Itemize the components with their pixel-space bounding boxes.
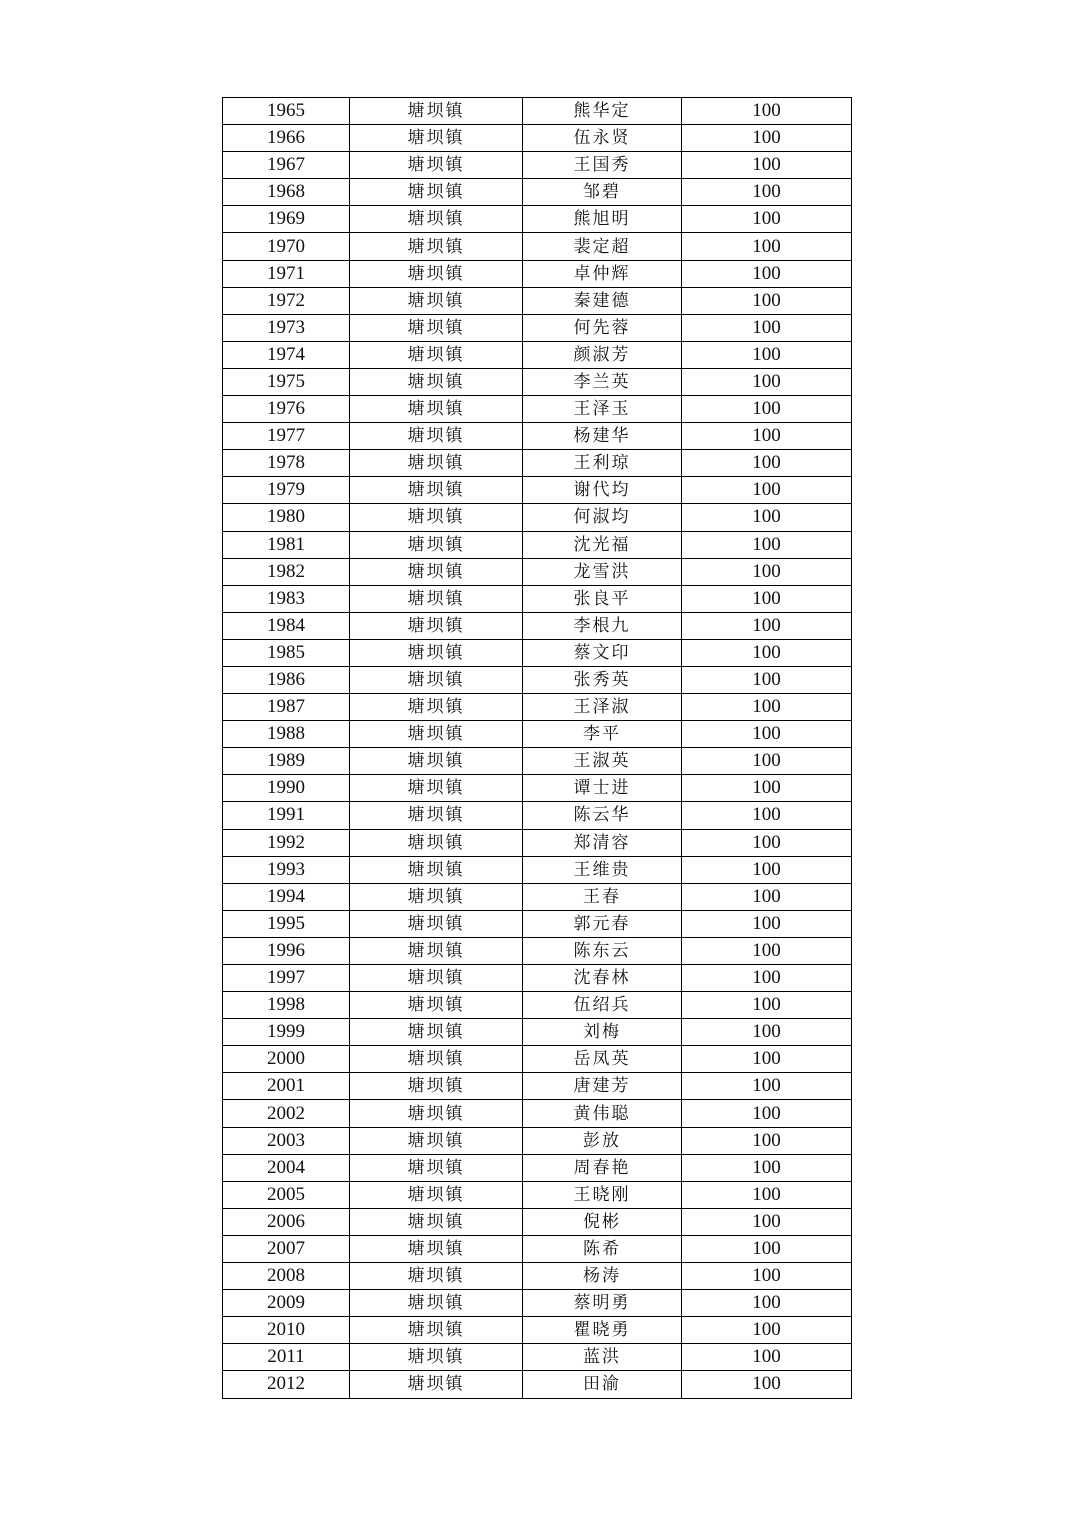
- table-row: [223, 965, 852, 992]
- row-number-cell: 1980: [223, 504, 350, 531]
- row-number-cell: 1995: [223, 910, 350, 937]
- town-cell: 塘坝镇: [350, 1181, 523, 1208]
- amount-cell: 100: [682, 504, 852, 531]
- person-name-cell: 周春艳: [523, 1154, 682, 1181]
- person-name-cell: 何先蓉: [523, 314, 682, 341]
- table-row: [223, 666, 852, 693]
- person-name-cell: 黄伟聪: [523, 1100, 682, 1127]
- table-row: [223, 937, 852, 964]
- table-row: [223, 1127, 852, 1154]
- table-row: [223, 1263, 852, 1290]
- amount-cell: 100: [682, 98, 852, 125]
- town-cell: 塘坝镇: [350, 423, 523, 450]
- row-number-cell: 1971: [223, 260, 350, 287]
- person-name-cell: 蓝洪: [523, 1344, 682, 1371]
- row-number-cell: 1998: [223, 992, 350, 1019]
- row-number-cell: 2004: [223, 1154, 350, 1181]
- town-cell: 塘坝镇: [350, 829, 523, 856]
- town-cell: 塘坝镇: [350, 639, 523, 666]
- row-number-cell: 2011: [223, 1344, 350, 1371]
- town-cell: 塘坝镇: [350, 612, 523, 639]
- person-name-cell: 谢代均: [523, 477, 682, 504]
- town-cell: 塘坝镇: [350, 152, 523, 179]
- town-cell: 塘坝镇: [350, 179, 523, 206]
- person-name-cell: 陈东云: [523, 937, 682, 964]
- table-row: [223, 368, 852, 395]
- amount-cell: 100: [682, 368, 852, 395]
- town-cell: 塘坝镇: [350, 531, 523, 558]
- table-row: [223, 314, 852, 341]
- row-number-cell: 1969: [223, 206, 350, 233]
- amount-cell: 100: [682, 206, 852, 233]
- row-number-cell: 1967: [223, 152, 350, 179]
- row-number-cell: 2010: [223, 1317, 350, 1344]
- town-cell: 塘坝镇: [350, 558, 523, 585]
- row-number-cell: 2003: [223, 1127, 350, 1154]
- table-row: [223, 477, 852, 504]
- row-number-cell: 1999: [223, 1019, 350, 1046]
- row-number-cell: 1975: [223, 368, 350, 395]
- town-cell: 塘坝镇: [350, 1154, 523, 1181]
- row-number-cell: 1976: [223, 396, 350, 423]
- person-name-cell: 龙雪洪: [523, 558, 682, 585]
- amount-cell: 100: [682, 1263, 852, 1290]
- person-name-cell: 王春: [523, 883, 682, 910]
- row-number-cell: 1990: [223, 775, 350, 802]
- town-cell: 塘坝镇: [350, 1127, 523, 1154]
- amount-cell: 100: [682, 992, 852, 1019]
- person-name-cell: 伍永贤: [523, 125, 682, 152]
- town-cell: 塘坝镇: [350, 666, 523, 693]
- town-cell: 塘坝镇: [350, 287, 523, 314]
- row-number-cell: 1968: [223, 179, 350, 206]
- person-name-cell: 王泽淑: [523, 694, 682, 721]
- row-number-cell: 2007: [223, 1235, 350, 1262]
- row-number-cell: 1989: [223, 748, 350, 775]
- table-row: [223, 1154, 852, 1181]
- row-number-cell: 1965: [223, 98, 350, 125]
- person-name-cell: 田渝: [523, 1371, 682, 1398]
- amount-cell: 100: [682, 1208, 852, 1235]
- table-row: [223, 1371, 852, 1398]
- amount-cell: 100: [682, 477, 852, 504]
- table-row: [223, 206, 852, 233]
- row-number-cell: 1979: [223, 477, 350, 504]
- person-name-cell: 裴定超: [523, 233, 682, 260]
- amount-cell: 100: [682, 775, 852, 802]
- row-number-cell: 1974: [223, 341, 350, 368]
- person-name-cell: 李兰英: [523, 368, 682, 395]
- table-row: [223, 260, 852, 287]
- table-row: [223, 558, 852, 585]
- town-cell: 塘坝镇: [350, 992, 523, 1019]
- person-name-cell: 伍绍兵: [523, 992, 682, 1019]
- amount-cell: 100: [682, 937, 852, 964]
- table-row: [223, 152, 852, 179]
- table-row: [223, 1100, 852, 1127]
- row-number-cell: 2000: [223, 1046, 350, 1073]
- table-row: [223, 721, 852, 748]
- amount-cell: 100: [682, 233, 852, 260]
- amount-cell: 100: [682, 666, 852, 693]
- amount-cell: 100: [682, 585, 852, 612]
- person-name-cell: 彭放: [523, 1127, 682, 1154]
- table-row: [223, 1317, 852, 1344]
- town-cell: 塘坝镇: [350, 748, 523, 775]
- row-number-cell: 1966: [223, 125, 350, 152]
- town-cell: 塘坝镇: [350, 585, 523, 612]
- person-name-cell: 郑清容: [523, 829, 682, 856]
- amount-cell: 100: [682, 260, 852, 287]
- row-number-cell: 1988: [223, 721, 350, 748]
- amount-cell: 100: [682, 179, 852, 206]
- row-number-cell: 1981: [223, 531, 350, 558]
- row-number-cell: 2006: [223, 1208, 350, 1235]
- amount-cell: 100: [682, 694, 852, 721]
- town-cell: 塘坝镇: [350, 1290, 523, 1317]
- table-row: [223, 883, 852, 910]
- person-name-cell: 刘梅: [523, 1019, 682, 1046]
- town-cell: 塘坝镇: [350, 314, 523, 341]
- amount-cell: 100: [682, 450, 852, 477]
- person-name-cell: 杨建华: [523, 423, 682, 450]
- amount-cell: 100: [682, 748, 852, 775]
- table-row: [223, 1208, 852, 1235]
- amount-cell: 100: [682, 856, 852, 883]
- amount-cell: 100: [682, 1127, 852, 1154]
- town-cell: 塘坝镇: [350, 883, 523, 910]
- amount-cell: 100: [682, 1100, 852, 1127]
- town-cell: 塘坝镇: [350, 1019, 523, 1046]
- row-number-cell: 2005: [223, 1181, 350, 1208]
- town-cell: 塘坝镇: [350, 125, 523, 152]
- table-row: [223, 531, 852, 558]
- row-number-cell: 1997: [223, 965, 350, 992]
- person-name-cell: 郭元春: [523, 910, 682, 937]
- table-row: [223, 775, 852, 802]
- town-cell: 塘坝镇: [350, 504, 523, 531]
- row-number-cell: 1985: [223, 639, 350, 666]
- person-name-cell: 王晓刚: [523, 1181, 682, 1208]
- person-name-cell: 陈希: [523, 1235, 682, 1262]
- town-cell: 塘坝镇: [350, 856, 523, 883]
- row-number-cell: 2001: [223, 1073, 350, 1100]
- table-row: [223, 125, 852, 152]
- person-name-cell: 何淑均: [523, 504, 682, 531]
- row-number-cell: 1972: [223, 287, 350, 314]
- town-cell: 塘坝镇: [350, 721, 523, 748]
- person-name-cell: 陈云华: [523, 802, 682, 829]
- table-row: [223, 233, 852, 260]
- town-cell: 塘坝镇: [350, 477, 523, 504]
- amount-cell: 100: [682, 1290, 852, 1317]
- person-name-cell: 张良平: [523, 585, 682, 612]
- table-row: [223, 1344, 852, 1371]
- table-row: [223, 504, 852, 531]
- row-number-cell: 1991: [223, 802, 350, 829]
- town-cell: 塘坝镇: [350, 937, 523, 964]
- town-cell: 塘坝镇: [350, 368, 523, 395]
- table-row: [223, 694, 852, 721]
- person-name-cell: 李平: [523, 721, 682, 748]
- table-row: [223, 450, 852, 477]
- amount-cell: 100: [682, 314, 852, 341]
- person-name-cell: 唐建芳: [523, 1073, 682, 1100]
- row-number-cell: 1996: [223, 937, 350, 964]
- row-number-cell: 1983: [223, 585, 350, 612]
- amount-cell: 100: [682, 1317, 852, 1344]
- town-cell: 塘坝镇: [350, 260, 523, 287]
- table-row: [223, 992, 852, 1019]
- amount-cell: 100: [682, 883, 852, 910]
- row-number-cell: 1984: [223, 612, 350, 639]
- town-cell: 塘坝镇: [350, 341, 523, 368]
- amount-cell: 100: [682, 721, 852, 748]
- town-cell: 塘坝镇: [350, 910, 523, 937]
- row-number-cell: 2012: [223, 1371, 350, 1398]
- amount-cell: 100: [682, 1371, 852, 1398]
- table-row: [223, 1181, 852, 1208]
- town-cell: 塘坝镇: [350, 1371, 523, 1398]
- town-cell: 塘坝镇: [350, 775, 523, 802]
- table-row: [223, 802, 852, 829]
- town-cell: 塘坝镇: [350, 1100, 523, 1127]
- amount-cell: 100: [682, 396, 852, 423]
- town-cell: 塘坝镇: [350, 965, 523, 992]
- town-cell: 塘坝镇: [350, 396, 523, 423]
- town-cell: 塘坝镇: [350, 233, 523, 260]
- table-row: [223, 1235, 852, 1262]
- town-cell: 塘坝镇: [350, 1073, 523, 1100]
- table-row: [223, 612, 852, 639]
- person-name-cell: 王泽玉: [523, 396, 682, 423]
- table-row: [223, 585, 852, 612]
- roster-table-body: [223, 98, 852, 1399]
- table-row: [223, 829, 852, 856]
- table-row: [223, 287, 852, 314]
- amount-cell: 100: [682, 423, 852, 450]
- table-row: [223, 1019, 852, 1046]
- row-number-cell: 2009: [223, 1290, 350, 1317]
- town-cell: 塘坝镇: [350, 1235, 523, 1262]
- table-row: [223, 1073, 852, 1100]
- table-row: [223, 748, 852, 775]
- person-name-cell: 邹碧: [523, 179, 682, 206]
- amount-cell: 100: [682, 1181, 852, 1208]
- person-name-cell: 王国秀: [523, 152, 682, 179]
- person-name-cell: 王利琼: [523, 450, 682, 477]
- amount-cell: 100: [682, 1073, 852, 1100]
- amount-cell: 100: [682, 612, 852, 639]
- row-number-cell: 1973: [223, 314, 350, 341]
- town-cell: 塘坝镇: [350, 1263, 523, 1290]
- town-cell: 塘坝镇: [350, 450, 523, 477]
- amount-cell: 100: [682, 341, 852, 368]
- person-name-cell: 沈光福: [523, 531, 682, 558]
- town-cell: 塘坝镇: [350, 802, 523, 829]
- person-name-cell: 蔡明勇: [523, 1290, 682, 1317]
- town-cell: 塘坝镇: [350, 98, 523, 125]
- row-number-cell: 1986: [223, 666, 350, 693]
- amount-cell: 100: [682, 965, 852, 992]
- person-name-cell: 张秀英: [523, 666, 682, 693]
- amount-cell: 100: [682, 910, 852, 937]
- row-number-cell: 1977: [223, 423, 350, 450]
- person-name-cell: 卓仲辉: [523, 260, 682, 287]
- row-number-cell: 1994: [223, 883, 350, 910]
- table-row: [223, 856, 852, 883]
- person-name-cell: 熊旭明: [523, 206, 682, 233]
- table-row: [223, 1290, 852, 1317]
- row-number-cell: 2002: [223, 1100, 350, 1127]
- row-number-cell: 1987: [223, 694, 350, 721]
- person-name-cell: 谭士进: [523, 775, 682, 802]
- row-number-cell: 1970: [223, 233, 350, 260]
- amount-cell: 100: [682, 1344, 852, 1371]
- amount-cell: 100: [682, 287, 852, 314]
- person-name-cell: 颜淑芳: [523, 341, 682, 368]
- amount-cell: 100: [682, 1154, 852, 1181]
- table-row: [223, 423, 852, 450]
- person-name-cell: 倪彬: [523, 1208, 682, 1235]
- table-row: [223, 910, 852, 937]
- amount-cell: 100: [682, 125, 852, 152]
- amount-cell: 100: [682, 1046, 852, 1073]
- table-row: [223, 341, 852, 368]
- row-number-cell: 2008: [223, 1263, 350, 1290]
- town-cell: 塘坝镇: [350, 1344, 523, 1371]
- table-row: [223, 639, 852, 666]
- row-number-cell: 1992: [223, 829, 350, 856]
- town-cell: 塘坝镇: [350, 1208, 523, 1235]
- table-row: [223, 98, 852, 125]
- person-name-cell: 李根九: [523, 612, 682, 639]
- amount-cell: 100: [682, 1019, 852, 1046]
- person-name-cell: 秦建德: [523, 287, 682, 314]
- town-cell: 塘坝镇: [350, 1046, 523, 1073]
- person-name-cell: 熊华定: [523, 98, 682, 125]
- town-cell: 塘坝镇: [350, 1317, 523, 1344]
- table-row: [223, 396, 852, 423]
- table-row: [223, 1046, 852, 1073]
- row-number-cell: 1993: [223, 856, 350, 883]
- amount-cell: 100: [682, 829, 852, 856]
- person-name-cell: 王淑英: [523, 748, 682, 775]
- person-name-cell: 王维贵: [523, 856, 682, 883]
- town-cell: 塘坝镇: [350, 694, 523, 721]
- person-name-cell: 蔡文印: [523, 639, 682, 666]
- amount-cell: 100: [682, 639, 852, 666]
- table-row: [223, 179, 852, 206]
- person-name-cell: 沈春林: [523, 965, 682, 992]
- person-name-cell: 瞿晓勇: [523, 1317, 682, 1344]
- amount-cell: 100: [682, 531, 852, 558]
- amount-cell: 100: [682, 558, 852, 585]
- amount-cell: 100: [682, 802, 852, 829]
- person-name-cell: 岳凤英: [523, 1046, 682, 1073]
- amount-cell: 100: [682, 1235, 852, 1262]
- person-name-cell: 杨涛: [523, 1263, 682, 1290]
- row-number-cell: 1982: [223, 558, 350, 585]
- town-cell: 塘坝镇: [350, 206, 523, 233]
- amount-cell: 100: [682, 152, 852, 179]
- row-number-cell: 1978: [223, 450, 350, 477]
- roster-table: [222, 97, 852, 1399]
